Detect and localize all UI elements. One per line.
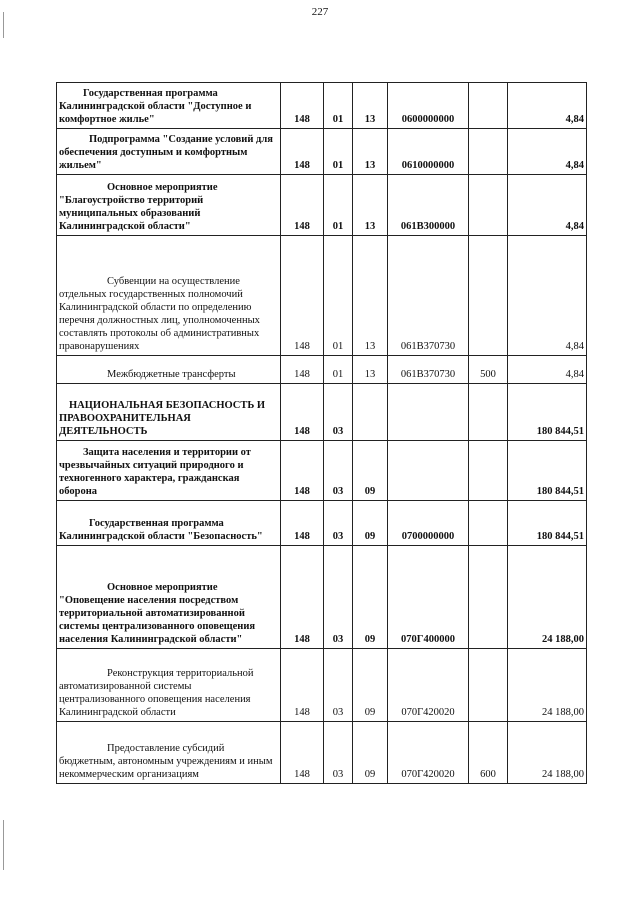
table-row (57, 236, 587, 356)
row-name: Основное мероприятие "Благоустройство территорий муниципальных образований Калининградской области" (57, 175, 281, 236)
row-amount: 4,84 (508, 236, 587, 356)
row-rz: 03 (324, 546, 353, 649)
row-rz: 01 (324, 356, 353, 384)
row-ved: 148 (281, 175, 324, 236)
row-amount: 24 188,00 (508, 649, 587, 722)
row-amount: 4,84 (508, 356, 587, 384)
row-vr (469, 649, 508, 722)
table-row (57, 501, 587, 546)
row-csr: 061B370730 (388, 356, 469, 384)
row-rz: 03 (324, 384, 353, 441)
row-csr: 070Г420020 (388, 722, 469, 784)
row-vr: 500 (469, 356, 508, 384)
row-pr: 13 (353, 175, 388, 236)
row-rz: 03 (324, 649, 353, 722)
row-vr (469, 501, 508, 546)
table-row (57, 175, 587, 236)
row-csr: 0610000000 (388, 129, 469, 175)
row-vr (469, 384, 508, 441)
row-vr (469, 546, 508, 649)
row-amount: 180 844,51 (508, 501, 587, 546)
row-csr (388, 384, 469, 441)
table-row (57, 441, 587, 501)
table-row (57, 722, 587, 784)
row-ved: 148 (281, 722, 324, 784)
row-csr: 061B300000 (388, 175, 469, 236)
row-amount: 180 844,51 (508, 384, 587, 441)
row-csr (388, 441, 469, 501)
row-vr (469, 83, 508, 129)
row-ved: 148 (281, 236, 324, 356)
row-rz: 01 (324, 175, 353, 236)
row-ved: 148 (281, 501, 324, 546)
row-csr: 070Г420020 (388, 649, 469, 722)
row-vr (469, 175, 508, 236)
row-vr (469, 129, 508, 175)
row-pr: 09 (353, 501, 388, 546)
row-csr: 070Г400000 (388, 546, 469, 649)
row-amount: 4,84 (508, 175, 587, 236)
row-name: Основное мероприятие "Оповещение населения посредством территориальной автоматизированной системы централизованного оповещения населения Калининградской области" (57, 546, 281, 649)
row-csr: 0600000000 (388, 83, 469, 129)
row-pr: 09 (353, 441, 388, 501)
scan-margin-mark (3, 820, 4, 870)
row-ved: 148 (281, 384, 324, 441)
row-ved: 148 (281, 649, 324, 722)
row-ved: 148 (281, 546, 324, 649)
row-vr (469, 441, 508, 501)
row-amount: 24 188,00 (508, 722, 587, 784)
table-row (57, 129, 587, 175)
row-ved: 148 (281, 356, 324, 384)
row-csr: 0700000000 (388, 501, 469, 546)
row-name: Государственная программа Калининградской области "Безопасность" (57, 501, 281, 546)
row-pr: 13 (353, 356, 388, 384)
row-amount: 180 844,51 (508, 441, 587, 501)
page-number: 227 (311, 6, 329, 18)
row-pr: 13 (353, 129, 388, 175)
row-name: НАЦИОНАЛЬНАЯ БЕЗОПАСНОСТЬ И ПРАВООХРАНИТЕЛЬНАЯ ДЕЯТЕЛЬНОСТЬ (57, 384, 281, 441)
row-ved: 148 (281, 129, 324, 175)
row-amount: 4,84 (508, 83, 587, 129)
row-rz: 01 (324, 83, 353, 129)
budget-table (56, 82, 587, 784)
row-name: Защита населения и территории от чрезвычайных ситуаций природного и техногенного характера, гражданская оборона (57, 441, 281, 501)
table-row (57, 356, 587, 384)
row-name: Государственная программа Калининградской области "Доступное и комфортное жилье" (57, 83, 281, 129)
row-pr (353, 384, 388, 441)
row-pr: 13 (353, 83, 388, 129)
row-rz: 01 (324, 129, 353, 175)
row-rz: 01 (324, 236, 353, 356)
table-row (57, 83, 587, 129)
row-csr: 061B370730 (388, 236, 469, 356)
row-rz: 03 (324, 441, 353, 501)
table-row (57, 384, 587, 441)
row-rz: 03 (324, 722, 353, 784)
row-name: Подпрограмма "Создание условий для обеспечения доступным и комфортным жильем" (57, 129, 281, 175)
scan-margin-mark (3, 12, 4, 38)
row-pr: 13 (353, 236, 388, 356)
row-ved: 148 (281, 83, 324, 129)
row-rz: 03 (324, 501, 353, 546)
row-name: Реконструкция территориальной автоматизированной системы централизованного оповещения населения Калининградской области (57, 649, 281, 722)
row-name: Межбюджетные трансферты (57, 356, 281, 384)
row-vr (469, 236, 508, 356)
table-row (57, 649, 587, 722)
row-pr: 09 (353, 649, 388, 722)
row-pr: 09 (353, 546, 388, 649)
row-name: Предоставление субсидий бюджетным, автономным учреждениям и иным некоммерческим организациям (57, 722, 281, 784)
table-row (57, 546, 587, 649)
row-amount: 4,84 (508, 129, 587, 175)
row-amount: 24 188,00 (508, 546, 587, 649)
row-ved: 148 (281, 441, 324, 501)
row-pr: 09 (353, 722, 388, 784)
row-vr: 600 (469, 722, 508, 784)
row-name: Субвенции на осуществление отдельных государственных полномочий Калининградской области по определению перечня должностных лиц, уполномоченных составлять протоколы об административных правонарушениях (57, 236, 281, 356)
